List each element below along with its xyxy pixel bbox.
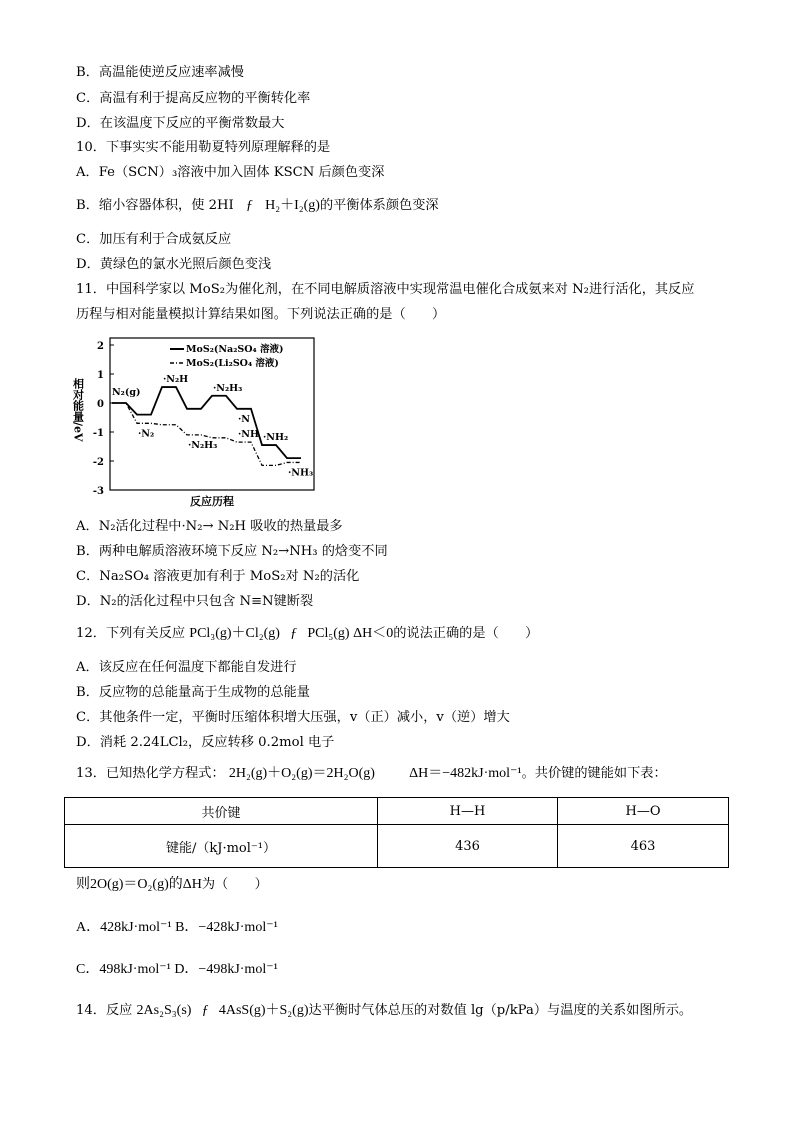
q13-question-tail: 为（ ） [201,877,268,892]
y-tick-label: 0 [97,399,104,410]
bond-energy-table [64,797,729,868]
q10-option-c: C．加压有利于合成氨反应 [76,232,232,247]
q14-text-tail: 达平衡时气体总压的对数值 lg（p/kPa）与温度的关系如图所示。 [308,1003,693,1018]
q12-text: 12．下列有关反应 [76,626,186,641]
q14-text: 14．反应 [76,1003,133,1018]
point-label: ·N₂H [163,374,189,386]
q13-options-cd: C．498kJ·mol⁻¹ D．−498kJ·mol⁻¹ [76,962,278,977]
q13-text-tail: 。共价键的键能如下表： [521,766,667,781]
y-tick-label: 2 [97,341,104,352]
energy-profile-chart [72,333,322,513]
q10b-text: B．缩小容器体积，使 2HI [76,198,234,213]
q14-eq-right: 4AsS(g)＋S₂(g) [218,1003,309,1018]
y-tick-label: -2 [92,457,104,468]
table-row-label: 键能/（kJ·mol⁻¹） [65,825,378,868]
legend-li2so4: MoS₂(Li₂SO₄ 溶液) [186,358,279,369]
equilibrium-arrow-glyph: ƒ [201,1003,209,1018]
y-tick-label: -1 [92,428,104,439]
q10-option-d: D．黄绿色的氯水光照后颜色变浅 [76,257,272,272]
q12-option-a: A．该反应在任何温度下都能自发进行 [76,660,297,675]
q12-eq-left: PCl₃(g)＋Cl₂(g) [189,626,280,641]
equilibrium-arrow-glyph: ƒ [245,198,253,213]
q12-option-b: B．反应物的总能量高于生成物的总能量 [76,685,310,700]
q11-option-a: A．N₂活化过程中·N₂→ N₂H 吸收的热量最多 [76,519,343,534]
q9-option-b: B．高温能使逆反应速率减慢 [76,65,244,80]
q10b-text-tail: 的平衡体系颜色变深 [319,198,439,213]
equilibrium-arrow-glyph: ƒ [290,626,298,641]
y-axis-label: 相对能量/eV [72,378,85,442]
q11-option-d: D．N₂的活化过程中只包含 N≡N键断裂 [76,594,314,609]
point-label: ·N [238,413,250,425]
q10-option-a: A．Fe（SCN）₃溶液中加入固体 KSCN 后颜色变深 [76,165,385,180]
table-cell: 463 [558,825,729,868]
legend-na2so4: MoS₂(Na₂SO₄ 溶液) [186,344,284,355]
q9-option-d: D．在该温度下反应的平衡常数最大 [76,116,285,131]
x-axis-label: 反应历程 [190,495,234,508]
q13-question-eq: 则2O(g)＝O₂(g)的ΔH [76,877,202,892]
q11-stem-line2: 历程与相对能量模拟计算结果如图。下列说法正确的是（ ） [76,307,446,322]
q13-stem [76,766,667,782]
q14-stem [76,1003,692,1019]
start-label: N₂(g) [112,387,141,398]
table-header: H—O [558,798,729,825]
point-label: ·NH₂ [263,432,289,444]
q12-stem [76,626,538,642]
q10-option-b [76,198,439,214]
point-label: ·N₂H₃ [188,439,218,451]
table-header: H—H [378,798,558,825]
q12-option-c: C．其他条件一定，平衡时压缩体积增大压强，v（正）减小，v（逆）增大 [76,710,510,725]
q13-question [76,877,268,893]
q11-stem-line1: 11．中国科学家以 MoS₂为催化剂，在不同电解质溶液中实现常温电催化合成氨来对 N₂进行活化，其反应 [76,282,695,297]
q12-option-d: D．消耗 2.24LCl₂，反应转移 0.2mol 电子 [76,735,335,750]
point-label: ·N₂ [138,428,155,440]
q10-stem: 10．下事实实不能用勒夏特列原理解释的是 [76,140,331,155]
q13-options-ab: A．428kJ·mol⁻¹ B．−428kJ·mol⁻¹ [76,920,278,935]
point-label: ·NH₃ [288,467,314,479]
q11-option-c: C．Na₂SO₄ 溶液更加有利于 MoS₂对 N₂的活化 [76,569,360,584]
q11-option-b: B．两种电解质溶液环境下反应 N₂→NH₃ 的焓变不同 [76,544,388,559]
point-label: ·NH [238,429,259,441]
q10b-equation: H₂＋I₂(g) [265,198,320,213]
q9-option-c: C．高温有利于提高反应物的平衡转化率 [76,91,311,106]
table-cell: 436 [378,825,558,868]
q12-text-tail: 的说法正确的是（ ） [393,626,539,641]
q14-eq-left: 2As₂S₃(s) [136,1003,192,1018]
table-header: 共价键 [65,798,378,825]
q13-text: 13．已知热化学方程式： [76,766,225,781]
y-tick-label: -3 [92,486,104,497]
q13-equation: 2H₂(g)＋O₂(g)＝2H₂O(g) [228,766,375,781]
q13-enthalpy: ΔH＝−482kJ·mol⁻¹ [409,766,522,781]
point-label: ·N₂H₃ [213,382,243,394]
q12-eq-right: PCl₅(g) ΔH＜0 [307,626,394,641]
y-tick-label: 1 [97,370,104,381]
